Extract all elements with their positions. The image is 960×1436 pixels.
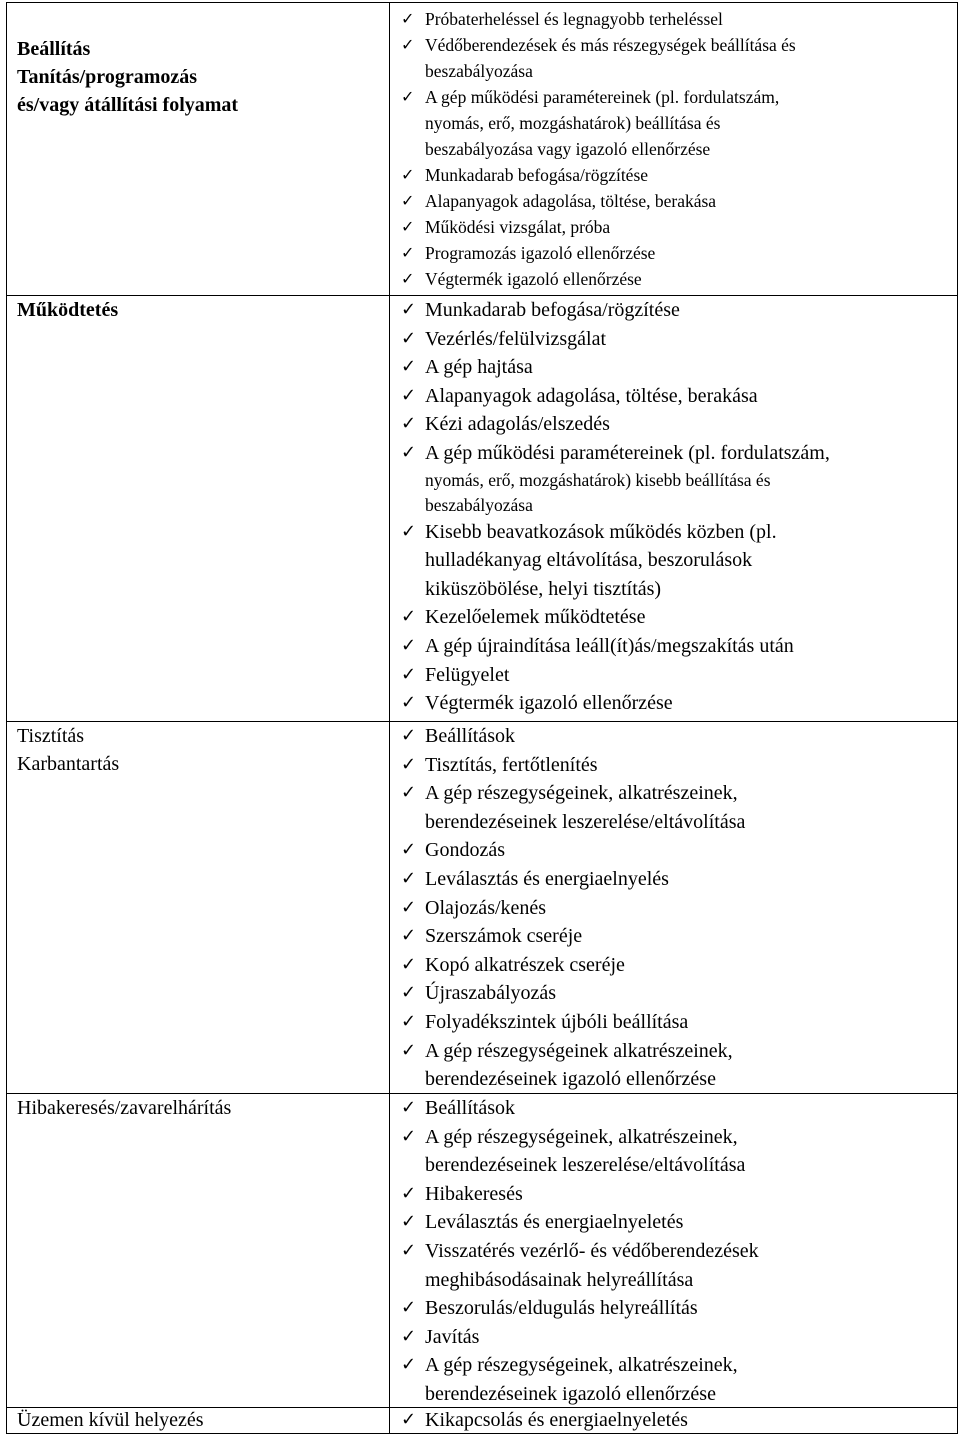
item-list bbox=[395, 1094, 955, 1409]
list-item bbox=[395, 32, 955, 84]
check-icon: ✓ bbox=[401, 839, 417, 861]
item-list bbox=[395, 6, 955, 292]
check-icon: ✓ bbox=[401, 663, 417, 685]
item-text: Programozás igazoló ellenőrzése bbox=[425, 243, 656, 263]
list-item bbox=[395, 162, 955, 188]
check-icon: ✓ bbox=[401, 634, 417, 656]
list-item bbox=[395, 1123, 955, 1180]
item-text: Visszatérés vezérlő- és védőberendezések bbox=[425, 1239, 759, 1262]
item-text: Szerszámok cseréje bbox=[425, 925, 583, 948]
item-text: A gép újraindítása leáll(ít)ás/megszakítás után bbox=[425, 634, 794, 657]
item-text: Tisztítás, fertőtlenítés bbox=[425, 753, 598, 776]
list-item bbox=[395, 1294, 955, 1323]
list-item bbox=[395, 1008, 955, 1037]
list-item bbox=[395, 1037, 955, 1094]
list-item bbox=[395, 1323, 955, 1352]
title-line: Beállítás bbox=[17, 38, 91, 60]
list-item bbox=[395, 951, 955, 980]
item-text: Vezérlés/felülvizsgálat bbox=[425, 327, 607, 350]
section-operation bbox=[7, 296, 957, 722]
list-item bbox=[395, 894, 955, 923]
item-text: A gép működési paramétereinek (pl. fordulatszám, bbox=[425, 87, 780, 107]
list-item bbox=[395, 296, 955, 325]
list-item bbox=[395, 779, 955, 836]
item-text: Kézi adagolás/elszedés bbox=[425, 413, 610, 436]
check-icon: ✓ bbox=[401, 1409, 417, 1430]
list-item bbox=[395, 865, 955, 894]
check-icon: ✓ bbox=[401, 1297, 417, 1319]
item-text: Beállítások bbox=[425, 725, 515, 747]
item-text: A gép részegységeinek, alkatrészeinek, bbox=[425, 1354, 738, 1377]
item-text: Kikapcsolás és energiaelnyeletés bbox=[425, 1409, 688, 1431]
item-text: berendezéseinek igazoló ellenőrzése bbox=[425, 1068, 716, 1091]
section-title bbox=[17, 296, 377, 324]
list-item bbox=[395, 240, 955, 266]
item-list bbox=[395, 722, 955, 1094]
item-text: meghibásodásainak helyreállítása bbox=[425, 1268, 694, 1291]
check-icon: ✓ bbox=[401, 191, 415, 210]
title-line: Tisztítás bbox=[17, 725, 85, 747]
item-text: beszabályozása bbox=[425, 61, 533, 81]
item-text: berendezéseinek igazoló ellenőrzése bbox=[425, 1382, 716, 1405]
list-item bbox=[395, 382, 955, 411]
list-item bbox=[395, 1351, 955, 1408]
list-item bbox=[395, 214, 955, 240]
item-text: Kisebb beavatkozások működés közben (pl. bbox=[425, 520, 777, 543]
list-item bbox=[395, 722, 955, 751]
title-line: Működtetés bbox=[17, 299, 119, 321]
title-line: Karbantartás bbox=[17, 753, 120, 775]
item-text: Beállítások bbox=[425, 1097, 515, 1119]
item-text: Működési vizsgálat, próba bbox=[425, 217, 611, 237]
item-text: Újraszabályozás bbox=[425, 982, 557, 1005]
item-text: A gép részegységeinek alkatrészeinek, bbox=[425, 1039, 733, 1062]
item-text: Javítás bbox=[425, 1325, 480, 1348]
item-list bbox=[395, 296, 955, 718]
title-line: Üzemen kívül helyezés bbox=[17, 1409, 204, 1431]
check-icon: ✓ bbox=[401, 1325, 417, 1347]
check-icon: ✓ bbox=[401, 1239, 417, 1261]
section-title bbox=[17, 1094, 377, 1122]
section-troubleshooting bbox=[7, 1094, 957, 1408]
title-line: Hibakeresés/zavarelhárítás bbox=[17, 1097, 232, 1119]
item-text: Leválasztás és energiaelnyelés bbox=[425, 867, 669, 890]
item-text: nyomás, erő, mozgáshatárok) kisebb beállítása és bbox=[425, 469, 771, 490]
item-list bbox=[395, 1406, 955, 1435]
check-icon: ✓ bbox=[401, 925, 417, 947]
list-item bbox=[395, 603, 955, 632]
check-icon: ✓ bbox=[401, 165, 415, 184]
check-icon: ✓ bbox=[401, 1097, 417, 1118]
check-icon: ✓ bbox=[401, 327, 417, 349]
item-text: Hibakeresés bbox=[425, 1182, 523, 1205]
check-icon: ✓ bbox=[401, 299, 417, 320]
list-item bbox=[395, 84, 955, 162]
section-setup bbox=[7, 3, 957, 296]
item-text: Beszorulás/eldugulás helyreállítás bbox=[425, 1297, 698, 1320]
check-icon: ✓ bbox=[401, 384, 417, 406]
check-icon: ✓ bbox=[401, 867, 417, 889]
list-item bbox=[395, 979, 955, 1008]
check-icon: ✓ bbox=[401, 953, 417, 975]
item-text: A gép részegységeinek, alkatrészeinek, bbox=[425, 782, 738, 805]
process-table bbox=[6, 2, 958, 1434]
item-text: berendezéseinek leszerelése/eltávolítása bbox=[425, 810, 746, 833]
list-item bbox=[395, 661, 955, 690]
list-item bbox=[395, 1094, 955, 1123]
item-text: A gép részegységeinek, alkatrészeinek, bbox=[425, 1125, 738, 1148]
item-text: Kopó alkatrészek cseréje bbox=[425, 953, 625, 976]
check-icon: ✓ bbox=[401, 1354, 417, 1376]
check-icon: ✓ bbox=[401, 1211, 417, 1233]
item-text: beszabályozása bbox=[425, 494, 533, 515]
section-cleaning-maintenance bbox=[7, 722, 957, 1094]
list-item bbox=[395, 325, 955, 354]
list-item bbox=[395, 1208, 955, 1237]
item-text: Gondozás bbox=[425, 839, 505, 862]
check-icon: ✓ bbox=[401, 520, 417, 542]
item-text: hulladékanyag eltávolítása, beszorulások bbox=[425, 549, 753, 572]
list-item bbox=[395, 632, 955, 661]
item-text: Végtermék igazoló ellenőrzése bbox=[425, 269, 642, 289]
section-title bbox=[17, 35, 377, 119]
list-item bbox=[395, 751, 955, 780]
list-item bbox=[395, 1237, 955, 1294]
check-icon: ✓ bbox=[401, 725, 417, 746]
list-item bbox=[395, 1406, 955, 1435]
list-item bbox=[395, 6, 955, 32]
check-icon: ✓ bbox=[401, 1039, 417, 1061]
item-text: Leválasztás és energiaelnyeletés bbox=[425, 1211, 684, 1234]
item-text: Folyadékszintek újbóli beállítása bbox=[425, 1010, 689, 1033]
check-icon: ✓ bbox=[401, 413, 417, 435]
check-icon: ✓ bbox=[401, 1010, 417, 1032]
item-text: Olajozás/kenés bbox=[425, 896, 547, 919]
item-text: Végtermék igazoló ellenőrzése bbox=[425, 692, 673, 715]
check-icon: ✓ bbox=[401, 35, 415, 54]
check-icon: ✓ bbox=[401, 9, 415, 28]
check-icon: ✓ bbox=[401, 441, 417, 463]
check-icon: ✓ bbox=[401, 982, 417, 1004]
item-text: Felügyelet bbox=[425, 663, 510, 686]
check-icon: ✓ bbox=[401, 356, 417, 378]
item-text: Munkadarab befogása/rögzítése bbox=[425, 299, 680, 321]
item-text: berendezéseinek leszerelése/eltávolítása bbox=[425, 1154, 746, 1177]
list-item bbox=[395, 439, 955, 518]
item-text: Védőberendezések és más részegységek beállítása és bbox=[425, 35, 796, 55]
check-icon: ✓ bbox=[401, 782, 417, 804]
check-icon: ✓ bbox=[401, 753, 417, 775]
check-icon: ✓ bbox=[401, 87, 415, 106]
list-item bbox=[395, 266, 955, 292]
item-text: Munkadarab befogása/rögzítése bbox=[425, 165, 649, 185]
list-item bbox=[395, 836, 955, 865]
item-text: Kezelőelemek működtetése bbox=[425, 606, 646, 629]
item-text: Alapanyagok adagolása, töltése, berakása bbox=[425, 384, 758, 407]
check-icon: ✓ bbox=[401, 269, 415, 288]
item-text: beszabályozása vagy igazoló ellenőrzése bbox=[425, 139, 711, 159]
item-text: A gép működési paramétereinek (pl. fordulatszám, bbox=[425, 441, 830, 464]
item-text: Próbaterheléssel és legnagyobb terheléssel bbox=[425, 9, 723, 29]
list-item bbox=[395, 1180, 955, 1209]
check-icon: ✓ bbox=[401, 1182, 417, 1204]
check-icon: ✓ bbox=[401, 1125, 417, 1147]
list-item bbox=[395, 188, 955, 214]
item-text: nyomás, erő, mozgáshatárok) beállítása és bbox=[425, 113, 721, 133]
item-text: Alapanyagok adagolása, töltése, berakása bbox=[425, 191, 717, 211]
item-text: kiküszöbölése, helyi tisztítás) bbox=[425, 577, 662, 600]
item-text: A gép hajtása bbox=[425, 356, 533, 379]
list-item bbox=[395, 518, 955, 604]
list-item bbox=[395, 922, 955, 951]
list-item bbox=[395, 689, 955, 718]
check-icon: ✓ bbox=[401, 896, 417, 918]
title-line: és/vagy átállítási folyamat bbox=[17, 94, 239, 116]
check-icon: ✓ bbox=[401, 606, 417, 628]
section-title bbox=[17, 1406, 377, 1434]
check-icon: ✓ bbox=[401, 243, 415, 262]
list-item bbox=[395, 353, 955, 382]
check-icon: ✓ bbox=[401, 217, 415, 236]
title-line: Tanítás/programozás bbox=[17, 66, 198, 88]
list-item bbox=[395, 410, 955, 439]
section-decommissioning bbox=[7, 1408, 957, 1435]
check-icon: ✓ bbox=[401, 692, 417, 714]
section-title bbox=[17, 722, 377, 778]
